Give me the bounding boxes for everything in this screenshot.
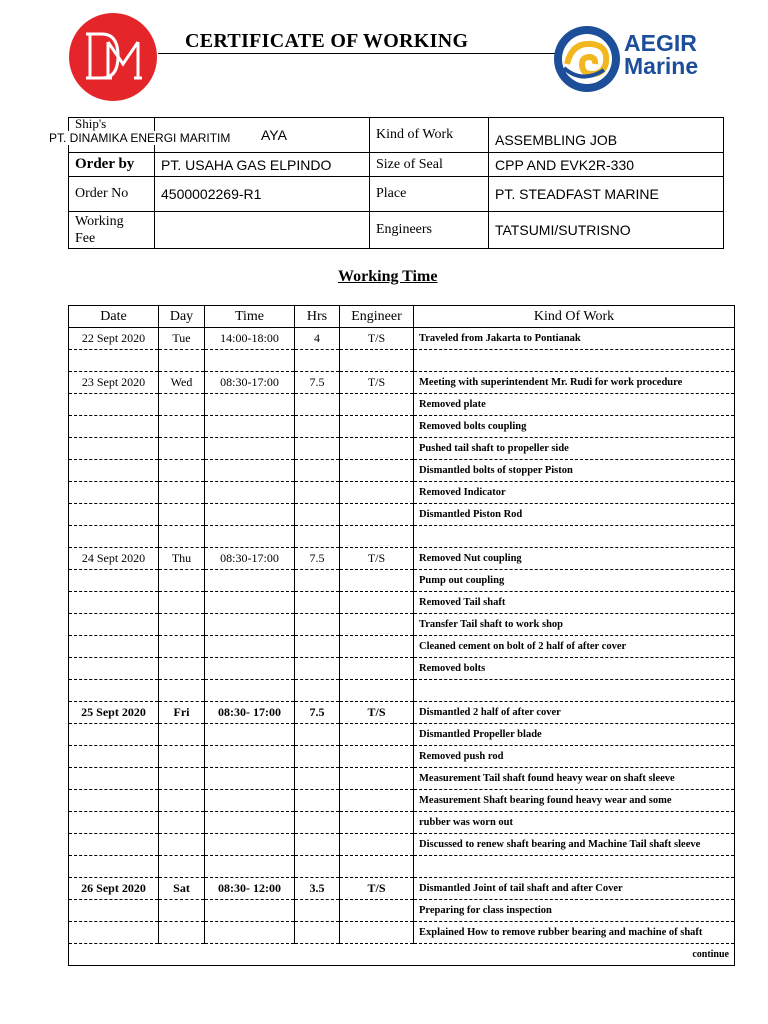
cell-engineer xyxy=(340,438,414,460)
cell-hrs xyxy=(295,394,340,416)
table-row xyxy=(69,856,735,878)
cell-hrs: 7.5 xyxy=(295,702,340,724)
cell-date xyxy=(69,922,159,944)
cell-work: Traveled from Jakarta to Pontianak xyxy=(414,328,735,350)
order-no-label: Order No xyxy=(69,177,155,212)
cell-engineer xyxy=(340,504,414,526)
cell-hrs xyxy=(295,614,340,636)
cell-hrs xyxy=(295,790,340,812)
cell-day xyxy=(159,394,205,416)
table-row xyxy=(69,614,735,636)
cell-work: Dismantled bolts of stopper Piston xyxy=(414,460,735,482)
cell-engineer: T/S xyxy=(340,328,414,350)
cell-work: Transfer Tail shaft to work shop xyxy=(414,614,735,636)
column-header-day: Day xyxy=(159,306,205,328)
cell-date: 26 Sept 2020 xyxy=(69,878,159,900)
cell-day xyxy=(159,680,205,702)
cell-day xyxy=(159,812,205,834)
table-row xyxy=(69,570,735,592)
cell-engineer xyxy=(340,482,414,504)
cell-day xyxy=(159,482,205,504)
cell-engineer xyxy=(340,724,414,746)
cell-date xyxy=(69,438,159,460)
aegir-line1: AEGIR xyxy=(624,30,697,56)
cell-day xyxy=(159,504,205,526)
cell-hrs: 7.5 xyxy=(295,548,340,570)
cell-engineer xyxy=(340,790,414,812)
cell-hrs xyxy=(295,570,340,592)
working-fee-label-line1: Working xyxy=(75,214,124,229)
cell-day: Thu xyxy=(159,548,205,570)
table-row xyxy=(69,680,735,702)
cell-engineer: T/S xyxy=(340,878,414,900)
cell-work xyxy=(414,856,735,878)
table-row xyxy=(69,482,735,504)
table-row xyxy=(69,526,735,548)
table-row xyxy=(69,878,735,900)
cell-date xyxy=(69,900,159,922)
cell-hrs xyxy=(295,746,340,768)
order-by-label: Order by xyxy=(69,153,155,177)
table-row xyxy=(69,394,735,416)
cell-date xyxy=(69,658,159,680)
cell-date: 22 Sept 2020 xyxy=(69,328,159,350)
cell-day xyxy=(159,856,205,878)
dm-logo xyxy=(68,12,158,102)
cell-day xyxy=(159,922,205,944)
cell-work: Dismantled Propeller blade xyxy=(414,724,735,746)
table-row xyxy=(69,658,735,680)
table-row xyxy=(69,746,735,768)
cell-time xyxy=(205,504,295,526)
cell-time xyxy=(205,460,295,482)
cell-day xyxy=(159,438,205,460)
table-row xyxy=(69,328,735,350)
cell-work: Preparing for class inspection xyxy=(414,900,735,922)
cell-day xyxy=(159,768,205,790)
place-label: Place xyxy=(370,177,489,212)
cell-time xyxy=(205,658,295,680)
cell-work: Dismantled Joint of tail shaft and after Cover xyxy=(414,878,735,900)
cell-day xyxy=(159,746,205,768)
cell-date xyxy=(69,460,159,482)
table-row xyxy=(69,372,735,394)
working-time-table xyxy=(68,305,735,966)
cell-day: Wed xyxy=(159,372,205,394)
cell-work: Dismantled 2 half of after cover xyxy=(414,702,735,724)
cell-time: 08:30- 12:00 xyxy=(205,878,295,900)
cell-day xyxy=(159,834,205,856)
table-row xyxy=(69,460,735,482)
cell-time xyxy=(205,834,295,856)
cell-engineer xyxy=(340,460,414,482)
cell-date xyxy=(69,790,159,812)
cell-hrs xyxy=(295,680,340,702)
working-fee-label xyxy=(69,212,155,249)
document-title: CERTIFICATE OF WORKING xyxy=(185,30,469,52)
table-row xyxy=(69,922,735,944)
table-row xyxy=(69,702,735,724)
cell-work xyxy=(414,526,735,548)
table-header-row xyxy=(69,306,735,328)
column-header-engineer: Engineer xyxy=(340,306,414,328)
column-header-time: Time xyxy=(205,306,295,328)
cell-time xyxy=(205,394,295,416)
cell-date xyxy=(69,504,159,526)
title-underline xyxy=(158,53,556,54)
cell-work: Pushed tail shaft to propeller side xyxy=(414,438,735,460)
cell-hrs xyxy=(295,592,340,614)
cell-engineer xyxy=(340,526,414,548)
cell-time: 08:30-17:00 xyxy=(205,372,295,394)
cell-time: 14:00-18:00 xyxy=(205,328,295,350)
cell-time xyxy=(205,680,295,702)
cell-hrs xyxy=(295,482,340,504)
cell-day: Sat xyxy=(159,878,205,900)
cell-date: 25 Sept 2020 xyxy=(69,702,159,724)
cell-day: Tue xyxy=(159,328,205,350)
cell-time xyxy=(205,746,295,768)
cell-hrs xyxy=(295,834,340,856)
working-fee-label-line2: Fee xyxy=(75,231,96,246)
table-row xyxy=(69,724,735,746)
cell-day xyxy=(159,460,205,482)
table-row xyxy=(69,768,735,790)
cell-engineer xyxy=(340,746,414,768)
cell-work xyxy=(414,350,735,372)
cell-day xyxy=(159,592,205,614)
table-row xyxy=(69,592,735,614)
cell-date xyxy=(69,394,159,416)
cell-day: Fri xyxy=(159,702,205,724)
cell-time xyxy=(205,856,295,878)
cell-work: Removed bolts xyxy=(414,658,735,680)
cell-work: Measurement Tail shaft found heavy wear on shaft sleeve xyxy=(414,768,735,790)
engineers-value: TATSUMI/SUTRISNO xyxy=(489,212,724,249)
cell-day xyxy=(159,724,205,746)
cell-day xyxy=(159,570,205,592)
cell-date xyxy=(69,680,159,702)
aegir-wave-logo-icon xyxy=(552,24,622,94)
working-time-title: Working Time xyxy=(338,268,438,285)
cell-hrs xyxy=(295,724,340,746)
cell-work: rubber was worn out xyxy=(414,812,735,834)
cell-engineer xyxy=(340,570,414,592)
cell-day xyxy=(159,526,205,548)
cell-work: Removed push rod xyxy=(414,746,735,768)
cell-date xyxy=(69,416,159,438)
cell-date xyxy=(69,768,159,790)
aegir-marine-wordmark xyxy=(624,32,698,78)
cell-day xyxy=(159,900,205,922)
table-row xyxy=(69,834,735,856)
cell-date xyxy=(69,834,159,856)
engineers-label: Engineers xyxy=(370,212,489,249)
cell-work: Removed Indicator xyxy=(414,482,735,504)
cell-engineer xyxy=(340,680,414,702)
cell-work xyxy=(414,680,735,702)
cell-date xyxy=(69,812,159,834)
cell-engineer xyxy=(340,812,414,834)
cell-date xyxy=(69,526,159,548)
cell-hrs xyxy=(295,460,340,482)
cell-date: 23 Sept 2020 xyxy=(69,372,159,394)
cell-work: Removed bolts coupling xyxy=(414,416,735,438)
cell-work: Removed plate xyxy=(414,394,735,416)
table-row xyxy=(69,416,735,438)
working-fee-value xyxy=(155,212,370,249)
cell-work: Pump out coupling xyxy=(414,570,735,592)
cell-engineer: T/S xyxy=(340,372,414,394)
cell-hrs xyxy=(295,658,340,680)
cell-date xyxy=(69,570,159,592)
cell-date xyxy=(69,482,159,504)
cell-engineer xyxy=(340,394,414,416)
continue-row xyxy=(69,944,735,966)
cell-hrs xyxy=(295,636,340,658)
cell-engineer xyxy=(340,922,414,944)
cell-hrs: 4 xyxy=(295,328,340,350)
cell-hrs xyxy=(295,922,340,944)
cell-engineer: T/S xyxy=(340,702,414,724)
cell-date xyxy=(69,724,159,746)
column-header-work: Kind Of Work xyxy=(414,306,735,328)
cell-hrs: 7.5 xyxy=(295,372,340,394)
cell-hrs: 3.5 xyxy=(295,878,340,900)
table-row xyxy=(69,900,735,922)
cell-time xyxy=(205,900,295,922)
cell-work: Dismantled Piston Rod xyxy=(414,504,735,526)
cell-time xyxy=(205,812,295,834)
cell-hrs xyxy=(295,350,340,372)
cell-engineer xyxy=(340,834,414,856)
place-value: PT. STEADFAST MARINE xyxy=(489,177,724,212)
cell-engineer xyxy=(340,658,414,680)
continue-label: continue xyxy=(69,944,735,966)
cell-time xyxy=(205,922,295,944)
cell-time xyxy=(205,614,295,636)
aegir-line2: Marine xyxy=(624,53,699,79)
cell-time: 08:30- 17:00 xyxy=(205,702,295,724)
kind-of-work-value: ASSEMBLING JOB xyxy=(489,118,724,153)
cell-date xyxy=(69,636,159,658)
cell-time xyxy=(205,438,295,460)
table-row xyxy=(69,548,735,570)
cell-time: 08:30-17:00 xyxy=(205,548,295,570)
cell-time xyxy=(205,416,295,438)
cell-day xyxy=(159,790,205,812)
cell-hrs xyxy=(295,438,340,460)
column-header-date: Date xyxy=(69,306,159,328)
size-of-seal-value: CPP AND EVK2R-330 xyxy=(489,153,724,177)
cell-hrs xyxy=(295,856,340,878)
cell-date xyxy=(69,592,159,614)
cell-engineer xyxy=(340,592,414,614)
cell-date xyxy=(69,746,159,768)
cell-date xyxy=(69,856,159,878)
order-by-value: PT. USAHA GAS ELPINDO xyxy=(155,153,370,177)
table-row xyxy=(69,438,735,460)
table-row xyxy=(69,812,735,834)
cell-time xyxy=(205,790,295,812)
cell-time xyxy=(205,570,295,592)
ship-label: Ship's xyxy=(75,116,107,131)
ship-name-value: AYA xyxy=(261,127,287,143)
table-row xyxy=(69,790,735,812)
cell-time xyxy=(205,636,295,658)
cell-hrs xyxy=(295,768,340,790)
column-header-hrs: Hrs xyxy=(295,306,340,328)
cell-day xyxy=(159,350,205,372)
cell-hrs xyxy=(295,416,340,438)
cell-work: Removed Nut coupling xyxy=(414,548,735,570)
order-no-value: 4500002269-R1 xyxy=(155,177,370,212)
cell-engineer xyxy=(340,900,414,922)
cell-hrs xyxy=(295,900,340,922)
ship-owner-overlay: PT. DINAMIKA ENERGI MARITIM xyxy=(49,131,231,145)
cell-work: Meeting with superintendent Mr. Rudi for work procedure xyxy=(414,372,735,394)
cell-day xyxy=(159,658,205,680)
kind-of-work-label: Kind of Work xyxy=(370,118,489,153)
cell-work: Removed Tail shaft xyxy=(414,592,735,614)
cell-engineer xyxy=(340,636,414,658)
cell-work: Cleaned cement on bolt of 2 half of after cover xyxy=(414,636,735,658)
cell-time xyxy=(205,592,295,614)
cell-date: 24 Sept 2020 xyxy=(69,548,159,570)
cell-date xyxy=(69,350,159,372)
cell-work: Discussed to renew shaft bearing and Machine Tail shaft sleeve xyxy=(414,834,735,856)
cell-hrs xyxy=(295,504,340,526)
cell-time xyxy=(205,768,295,790)
table-row xyxy=(69,636,735,658)
cell-work: Explained How to remove rubber bearing and machine of shaft xyxy=(414,922,735,944)
cell-engineer xyxy=(340,614,414,636)
cell-day xyxy=(159,416,205,438)
table-row xyxy=(69,350,735,372)
cell-engineer xyxy=(340,416,414,438)
cell-time xyxy=(205,526,295,548)
cell-hrs xyxy=(295,812,340,834)
cell-day xyxy=(159,614,205,636)
cell-date xyxy=(69,614,159,636)
cell-engineer: T/S xyxy=(340,548,414,570)
size-of-seal-label: Size of Seal xyxy=(370,153,489,177)
cell-engineer xyxy=(340,350,414,372)
cell-day xyxy=(159,636,205,658)
cell-hrs xyxy=(295,526,340,548)
cell-time xyxy=(205,350,295,372)
cell-engineer xyxy=(340,856,414,878)
cell-time xyxy=(205,482,295,504)
cell-work: Measurement Shaft bearing found heavy wear and some xyxy=(414,790,735,812)
cell-engineer xyxy=(340,768,414,790)
table-row xyxy=(69,504,735,526)
cell-time xyxy=(205,724,295,746)
